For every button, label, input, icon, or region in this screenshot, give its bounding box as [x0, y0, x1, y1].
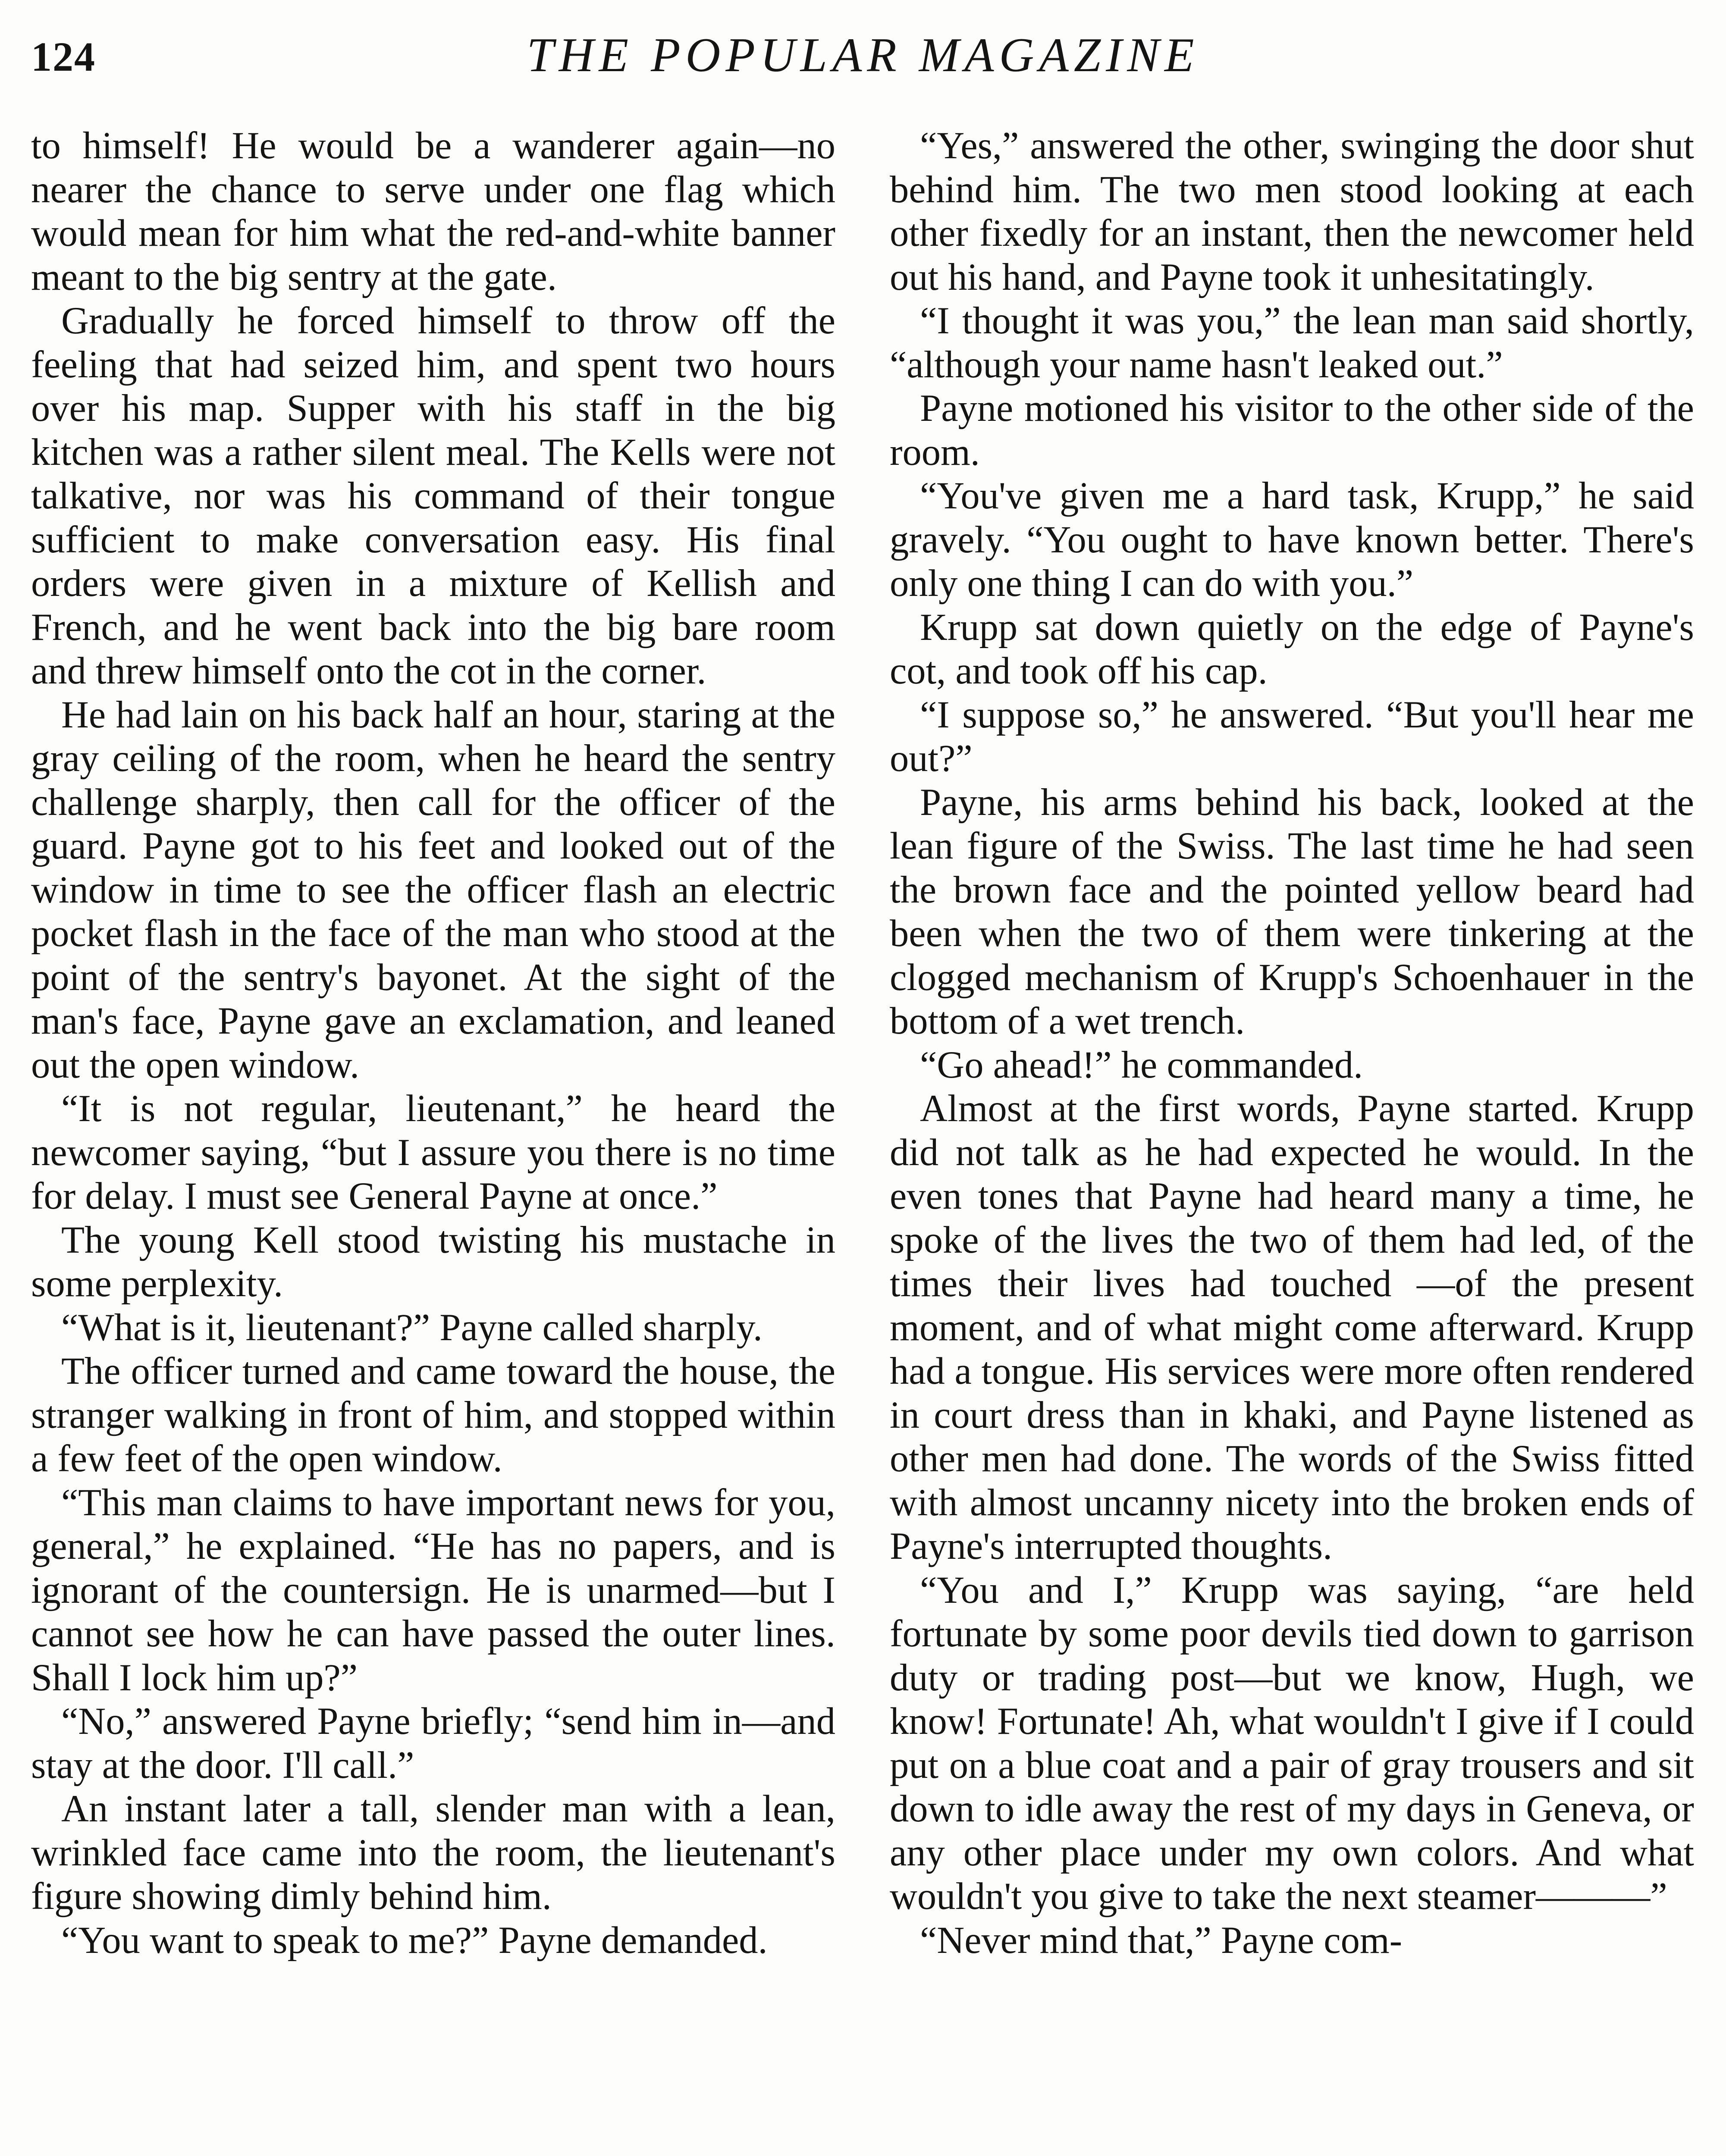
paragraph: “What is it, lieutenant?” Payne called sharply.	[61, 1306, 763, 1349]
paragraph: “You've given me a hard task, Krupp,” he said gravely. “You ought to have known better. There's only one thing I can do with you.”	[890, 475, 1694, 605]
paragraph: “It is not regular, lieutenant,” he heard the newcomer saying, “but I assure you there is no time for delay. I must see General Payne at once.”	[31, 1087, 835, 1217]
paragraph: “Go ahead!” he commanded.	[920, 1044, 1363, 1086]
paragraph: “Never mind that,” Payne com-	[920, 1919, 1403, 1962]
paragraph: “Yes,” answered the other, swinging the door shut behind him. The two men stood looking at each other fixedly for an instant, then the newcomer held out his hand, and Payne took it unhesitatingly.	[890, 125, 1694, 298]
paragraph: The young Kell stood twisting his mustache in some perplexity.	[31, 1219, 835, 1305]
running-head	[31, 28, 1695, 92]
paragraph: Gradually he forced himself to throw off the feeling that had seized him, and spent two hours over his map. Supper with his staff in the big kitchen was a rather silent meal. The Kells were not talkative, nor was his command of their tongue sufficient to make conversation easy. His final orders were given in a mixture of Kellish and French, and he went back into the big bare room and threw himself onto the cot in the corner.	[31, 300, 835, 692]
paragraph: The officer turned and came toward the house, the stranger walking in front of him, and stopped within a few feet of the open window.	[31, 1350, 835, 1480]
paragraph: “You want to speak to me?” Payne demanded.	[61, 1919, 768, 1962]
paragraph: “I thought it was you,” the lean man said shortly, “although your name hasn't leaked out.”	[890, 300, 1694, 386]
paragraph: “No,” answered Payne briefly; “send him in—and stay at the door. I'll call.”	[31, 1700, 835, 1786]
left-column	[31, 124, 835, 1962]
paragraph: He had lain on his back half an hour, staring at the gray ceiling of the room, when he heard the sentry challenge sharply, then call for the officer of the guard. Payne got to his feet and looked out of the window in time to see the officer flash an electric pocket flash in the face of the man who stood at the point of the sentry's bayonet. At the sight of the man's face, Payne gave an exclamation, and leaned out the open window.	[31, 693, 835, 1086]
right-column	[890, 124, 1694, 1962]
paragraph: Payne, his arms behind his back, looked at the lean figure of the Swiss. The last time he had seen the brown face and the pointed yellow beard had been when the two of them were tinkering at the clogged mechanism of Krupp's Schoenhauer in the bottom of a wet trench.	[890, 781, 1694, 1042]
paragraph: Krupp sat down quietly on the edge of Payne's cot, and took off his cap.	[890, 606, 1694, 692]
paragraph: Almost at the first words, Payne started. Krupp did not talk as he had expected he would. In the even tones that Payne had heard many a time, he spoke of the lives the two of them had led, of the times their lives had touched —of the present moment, and of what might come afterward. Krupp had a tongue. His services were more often rendered in court dress than in khaki, and Payne listened as other men had done. The words of the Swiss fitted with almost uncanny nicety into the broken ends of Payne's interrupted thoughts.	[890, 1087, 1694, 1567]
magazine-title: THE POPULAR MAGAZINE	[527, 28, 1199, 82]
paragraph: “This man claims to have important news for you, general,” he explained. “He has no papers, and is ignorant of the countersign. He is unarmed—but I cannot see how he can have passed the outer lines. Shall I lock him up?”	[31, 1481, 835, 1699]
paragraph: to himself! He would be a wanderer again—no nearer the chance to serve under one flag which would mean for him what the red-and-white banner meant to the big sentry at the gate.	[31, 125, 835, 298]
paragraph: “You and I,” Krupp was saying, “are held fortunate by some poor devils tied down to garrison duty or trading post—but we know, Hugh, we know! Fortunate! Ah, what wouldn't I give if I could put on a blue coat and a pair of gray trousers and sit down to idle away the rest of my days in Geneva, or any other place under my own colors. And what wouldn't you give to take the next steamer———”	[890, 1569, 1694, 1918]
paragraph: Payne motioned his visitor to the other side of the room.	[890, 387, 1694, 473]
paragraph: “I suppose so,” he answered. “But you'll hear me out?”	[890, 693, 1694, 780]
paragraph: An instant later a tall, slender man with a lean, wrinkled face came into the room, the lieutenant's figure showing dimly behind him.	[31, 1788, 835, 1918]
page-number: 124	[31, 34, 96, 80]
